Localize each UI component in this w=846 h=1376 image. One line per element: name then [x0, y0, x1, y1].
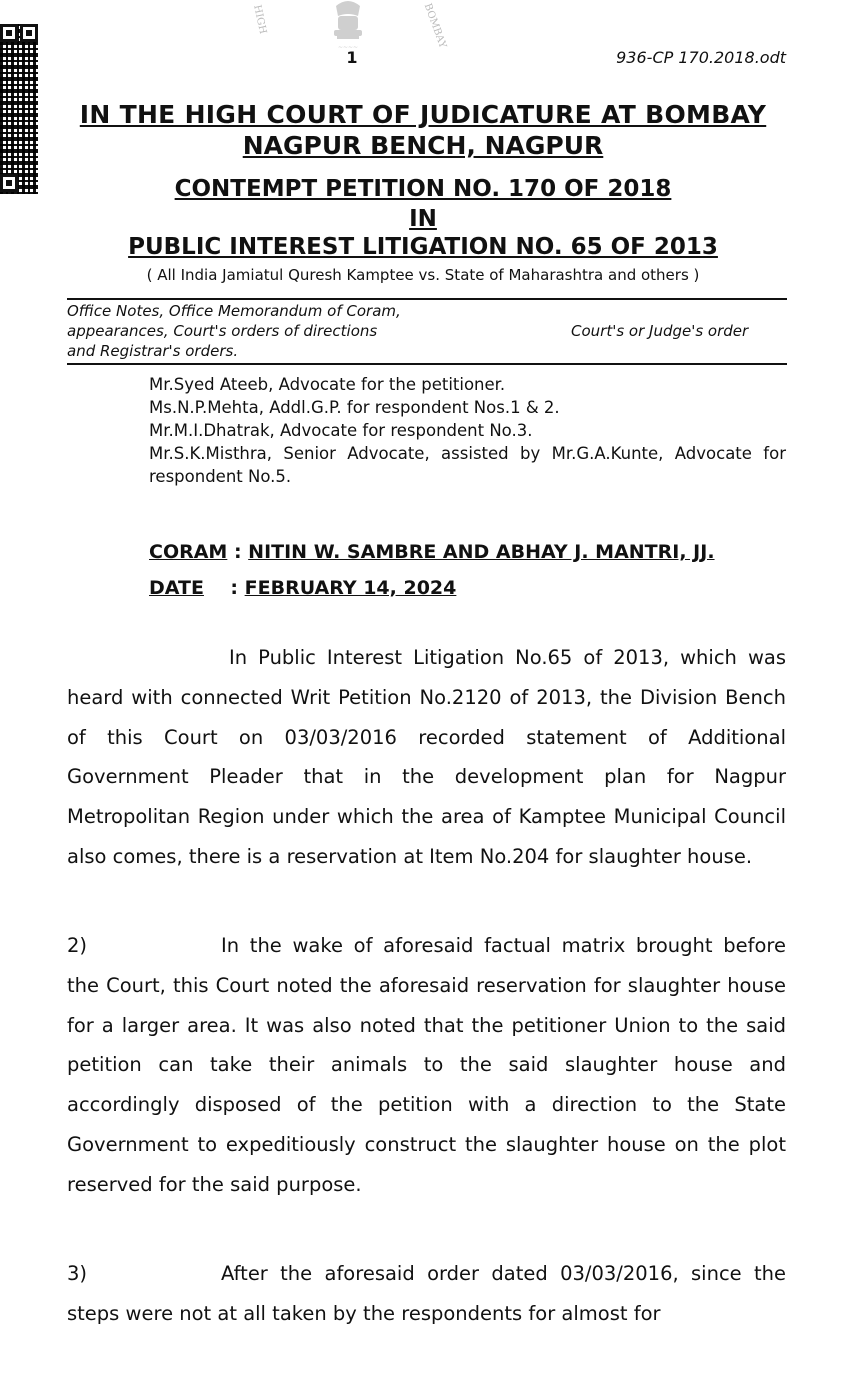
judges-order-header: Court's or Judge's order: [571, 322, 749, 340]
appearances-list: [149, 373, 786, 488]
paragraph-text: In the wake of aforesaid factual matrix brought before the Court, this Court noted the aforesaid reservation for slaughter house for a larger area. It was also noted that the petitioner Union to the said petition can take their animals to the said slaughter house and accordingly disposed of the petition with a direction to the State Government to expeditiously construct the slaughter house on the plot reserved for the said purpose.: [67, 934, 786, 1196]
coram-line: [149, 541, 715, 563]
paragraph-text: After the aforesaid order dated 03/03/2016, since the steps were not at all taken by the respondents for almost for: [67, 1262, 786, 1325]
svg-text:~~~~: ~~~~: [337, 44, 359, 51]
court-title: IN THE HIGH COURT OF JUDICATURE AT BOMBAY: [79, 100, 767, 129]
paragraph-3: [67, 1254, 786, 1334]
coram-separator: :: [227, 541, 249, 563]
seal-watermark-left: HIGH: [251, 4, 269, 36]
emblem-icon: [308, 0, 388, 52]
petition-title: CONTEMPT PETITION NO. 170 OF 2018: [174, 176, 672, 202]
appearance-item: Mr.Syed Ateeb, Advocate for the petitioner.: [149, 375, 506, 394]
coram-judges: NITIN W. SAMBRE AND ABHAY J. MANTRI, JJ.: [248, 541, 715, 563]
paragraph-number: 3): [67, 1262, 88, 1285]
office-notes-line: and Registrar's orders.: [67, 342, 239, 360]
divider-top: [67, 298, 787, 300]
file-reference: 936-CP 170.2018.odt: [616, 48, 786, 67]
appearance-item: Mr.S.K.Misthra, Senior Advocate, assisted by Mr.G.A.Kunte, Advocate for respondent No.5.: [149, 444, 786, 486]
paragraph-1: [67, 638, 786, 877]
coram-label: CORAM: [149, 541, 228, 563]
court-emblem: [308, 0, 388, 52]
bench-title: NAGPUR BENCH, NAGPUR: [242, 131, 604, 160]
seal-watermark-right: BOMBAY: [421, 2, 448, 50]
qr-finder-icon: [0, 24, 18, 42]
paragraph-2: [67, 926, 786, 1205]
appearance-item: Mr.M.I.Dhatrak, Advocate for respondent No.3.: [149, 421, 533, 440]
divider-bottom: [67, 363, 787, 365]
qr-finder-icon: [20, 24, 38, 42]
parties-line: ( All India Jamiatul Quresh Kamptee vs. State of Maharashtra and others ): [146, 266, 700, 284]
date-value: FEBRUARY 14, 2024: [244, 577, 457, 599]
office-notes-line: Office Notes, Office Memorandum of Coram,: [67, 302, 401, 320]
date-separator: :: [203, 577, 245, 599]
paragraph-number: 2): [67, 934, 88, 957]
page-number: 1: [346, 48, 358, 67]
date-line: [149, 577, 456, 599]
office-notes-line: appearances, Court's orders of directions: [67, 322, 378, 340]
date-label: DATE: [149, 577, 204, 599]
in-label: IN: [409, 206, 437, 232]
paragraph-text: In Public Interest Litigation No.65 of 2013, which was heard with connected Writ Petition No.2120 of 2013, the Division Bench of this Court on 03/03/2016 recorded statement of Additional Government Pleader that in the development plan for Nagpur Metropolitan Region under which the area of Kamptee Municipal Council also comes, there is a reservation at Item No.204 for slaughter house.: [67, 646, 786, 868]
appearance-item: Ms.N.P.Mehta, Addl.G.P. for respondent Nos.1 & 2.: [149, 398, 560, 417]
office-notes-header: [67, 301, 457, 361]
pil-title: PUBLIC INTEREST LITIGATION NO. 65 OF 2013: [128, 234, 718, 260]
